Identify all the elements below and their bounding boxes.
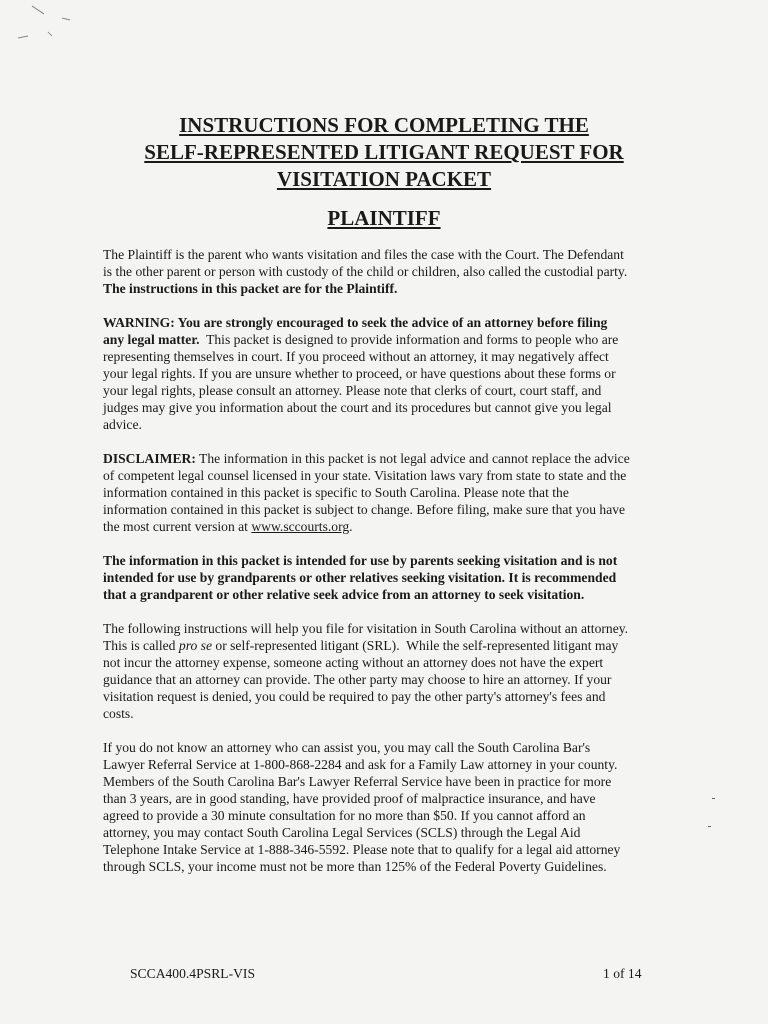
italic-phrase: pro se xyxy=(178,638,212,653)
text-line: of competent legal counsel licensed in your state. Visitation laws vary from state to state and the xyxy=(103,468,627,483)
paragraph-warning xyxy=(103,314,673,433)
text-line xyxy=(103,450,673,467)
text-run: . xyxy=(349,519,353,534)
text-line: The instructions in this packet are for the Plaintiff. xyxy=(103,281,398,296)
text-run: or self-represented litigant (SRL). While the self-represented litigant may xyxy=(212,638,619,653)
document-subtitle: PLAINTIFF xyxy=(327,206,441,230)
text-line: costs. xyxy=(103,706,134,721)
text-line: through SCLS, your income must not be more than 125% of the Federal Poverty Guidelines. xyxy=(103,859,607,874)
footer-form-code: SCCA400.4PSRL-VIS xyxy=(130,966,256,981)
document-title xyxy=(100,112,668,193)
text-run: The information in this packet is not legal advice and cannot replace the advice xyxy=(195,451,630,466)
text-line: advice. xyxy=(103,417,142,432)
paragraph-plaintiff-definition xyxy=(103,246,673,297)
text-line: Telephone Intake Service at 1-888-346-5592. Please note that to qualify for a legal aid attorney xyxy=(103,842,621,857)
title-line: INSTRUCTIONS FOR COMPLETING THE xyxy=(179,113,589,137)
paragraph-pro-se xyxy=(103,620,673,722)
paragraph-intended-use xyxy=(103,552,673,603)
paragraph-referral-service xyxy=(103,739,673,875)
text-run: the most current version at xyxy=(103,519,252,534)
text-line: If you do not know an attorney who can assist you, you may call the South Carolina Bar's xyxy=(103,740,591,755)
scan-speck xyxy=(712,798,715,799)
bold-phrase: any legal matter. xyxy=(103,332,200,347)
text-line: your legal rights, please consult an attorney. Please note that clerks of court, court staff, and xyxy=(103,383,602,398)
text-line xyxy=(103,331,673,348)
text-line: The following instructions will help you file for visitation in South Carolina without an attorney. xyxy=(103,621,629,636)
text-line: attorney, you may contact South Carolina Legal Services (SCLS) through the Legal Aid xyxy=(103,825,581,840)
text-line: Lawyer Referral Service at 1-800-868-2284 and ask for a Family Law attorney in your county. xyxy=(103,757,618,772)
text-line: than 3 years, are in good standing, have provided proof of malpractice insurance, and have xyxy=(103,791,596,806)
text-line: intended for use by grandparents or other relatives seeking visitation. It is recommended xyxy=(103,570,617,585)
text-line: visitation request is denied, you could be required to pay the other party's attorney's fees and xyxy=(103,689,606,704)
text-line: Members of the South Carolina Bar's Lawyer Referral Service have been in practice for more xyxy=(103,774,612,789)
text-line: WARNING: You are strongly encouraged to seek the advice of an attorney before filing xyxy=(103,315,608,330)
text-line xyxy=(103,518,673,535)
document-body xyxy=(103,246,673,892)
text-line: The information in this packet is intended for use by parents seeking visitation and is not xyxy=(103,553,618,568)
text-run: This is called xyxy=(103,638,179,653)
text-line: not incur the attorney expense, someone acting without an attorney does not have the expert xyxy=(103,655,604,670)
text-line: that a grandparent or other relative seek advice from an attorney to seek visitation. xyxy=(103,587,585,602)
text-line: is the other parent or person with custody of the child or children, also called the custodial party. xyxy=(103,264,628,279)
text-run: This packet is designed to provide information and forms to people who are xyxy=(199,332,619,347)
text-line xyxy=(103,637,673,654)
text-line: guidance that an attorney can provide. The other party may choose to hire an attorney. If your xyxy=(103,672,612,687)
footer-page-number: 1 of 14 xyxy=(603,966,642,981)
title-line: SELF-REPRESENTED LITIGANT REQUEST FOR xyxy=(144,140,624,164)
text-line: The Plaintiff is the parent who wants visitation and files the case with the Court. The Defendant xyxy=(103,247,624,262)
text-line: judges may give you information about the court and its procedures but cannot give you legal xyxy=(103,400,612,415)
text-line: representing themselves in court. If you proceed without an attorney, it may negatively affect xyxy=(103,349,609,364)
text-line: information contained in this packet is specific to South Carolina. Please note that the xyxy=(103,485,569,500)
scan-artifact-marks xyxy=(0,0,120,60)
text-line: agreed to provide a 30 minute consultation for no more than $50. If you cannot afford an xyxy=(103,808,586,823)
sccourts-link[interactable]: www.sccourts.org xyxy=(251,519,350,534)
text-line: your legal rights. If you are unsure whether to proceed, or have questions about these forms or xyxy=(103,366,616,381)
paragraph-disclaimer xyxy=(103,450,673,535)
title-line: VISITATION PACKET xyxy=(276,167,492,191)
scan-speck xyxy=(708,826,711,827)
text-line: information contained in this packet is subject to change. Before filing, make sure that you have xyxy=(103,502,626,517)
bold-phrase: DISCLAIMER: xyxy=(103,451,196,466)
